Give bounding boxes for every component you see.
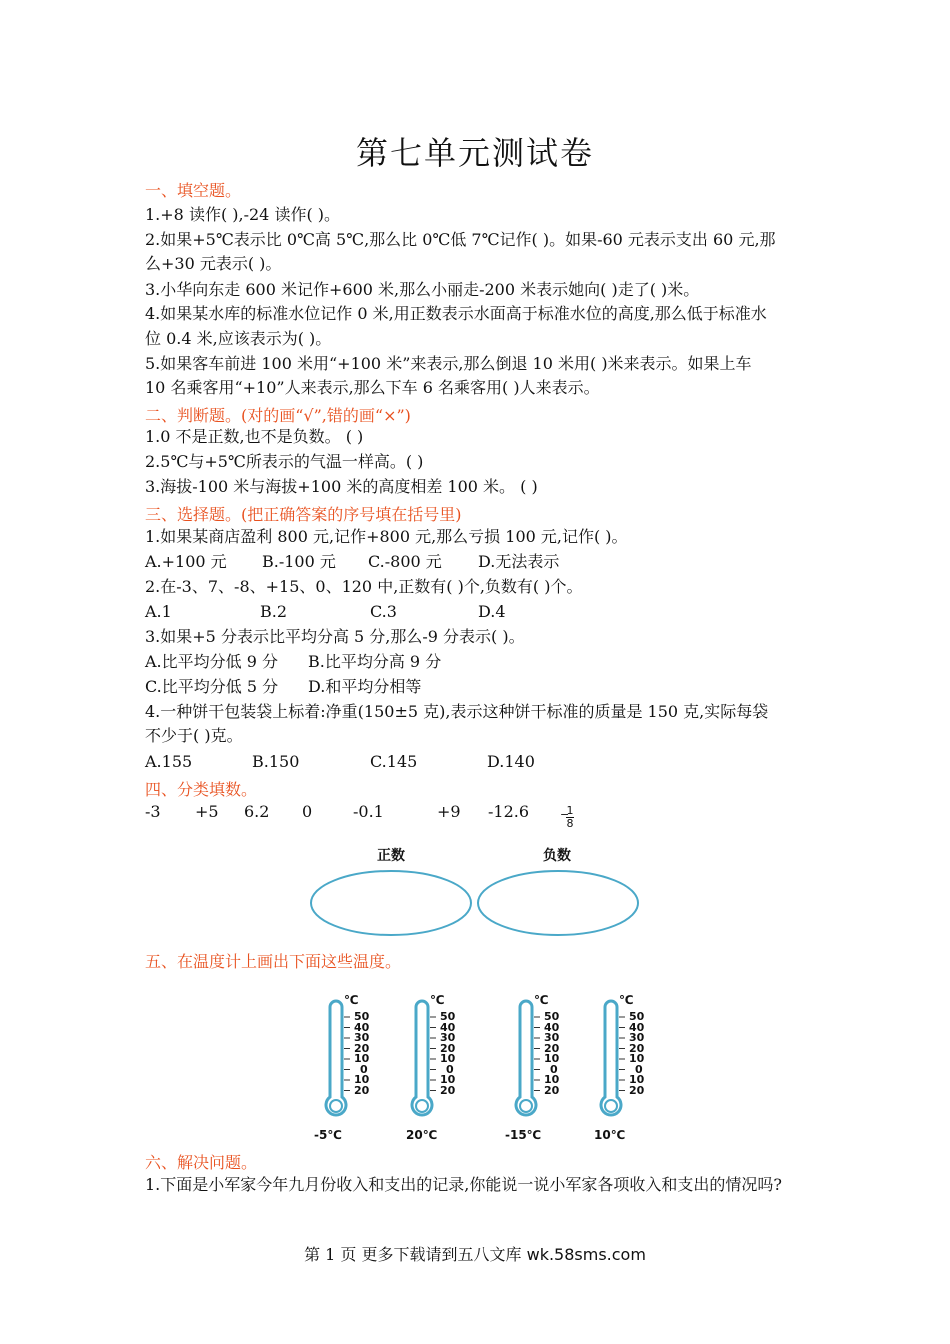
thermometer-scale-label: 20 [440, 1041, 456, 1055]
thermometer-scale-label: 20 [544, 1041, 560, 1055]
thermometer-scale-label: 20 [354, 1083, 370, 1097]
classify-number: +9 [437, 802, 461, 821]
section-classify-heading: 四、分类填数。 [145, 780, 258, 799]
section-choice-heading: 三、选择题。(把正确答案的序号填在括号里) [145, 505, 462, 524]
classify-number: +5 [195, 802, 219, 821]
thermometer-scale-label: 40 [440, 1020, 456, 1034]
classify-ovals [305, 868, 645, 938]
thermometer-scale-label: 50 [354, 1010, 370, 1023]
section-fill-heading: 一、填空题。 [145, 181, 242, 200]
section-thermometer-heading: 五、在温度计上画出下面这些温度。 [145, 952, 402, 971]
classify-number: -3 [145, 802, 161, 821]
thermometer-unit: ℃ [619, 993, 634, 1007]
fill-question-2-line-2: 么+30 元表示( )。 [145, 254, 282, 273]
choice-question-3: 3.如果+5 分表示比平均分高 5 分,那么-9 分表示( )。 [145, 627, 525, 646]
fill-question-5-line-1: 5.如果客车前进 100 米用“+100 米”来表示,那么倒退 10 米用( )米来表示。如果上车 [145, 354, 752, 373]
negative-label: 负数 [543, 848, 571, 864]
thermometer-3-temp: -15℃ [505, 1128, 542, 1142]
thermometer-scale-label: 30 [354, 1031, 370, 1044]
thermometer-scale-label: 10 [354, 1073, 370, 1086]
fraction-numerator: 1 [566, 804, 574, 817]
thermometer-1-temp: -5℃ [314, 1128, 342, 1142]
thermometer-scale-label: 30 [544, 1031, 560, 1044]
thermometer-unit: ℃ [344, 993, 359, 1007]
thermometer-unit: ℃ [534, 993, 549, 1007]
fill-question-1: 1.+8 读作( ),-24 读作( )。 [145, 205, 341, 224]
page-title: 第七单元测试卷 [355, 134, 594, 172]
thermometer-scale-label: 40 [629, 1020, 645, 1034]
classify-fraction [560, 804, 574, 830]
choice-1-option-d: D.无法表示 [478, 552, 560, 571]
choice-2-option-a: A.1 [145, 602, 172, 621]
choice-4-option-a: A.155 [145, 752, 193, 771]
choice-2-option-d: D.4 [478, 602, 506, 621]
choice-3-option-d: D.和平均分相等 [308, 677, 422, 696]
choice-4-option-c: C.145 [370, 752, 418, 771]
thermometer-scale-label: 30 [629, 1031, 645, 1044]
thermometer-scale-label: 10 [354, 1052, 370, 1065]
fill-question-3: 3.小华向东走 600 米记作+600 米,那么小丽走-200 米表示她向( )走了( )米。 [145, 280, 700, 299]
thermometer-scale-label: 20 [544, 1083, 560, 1097]
thermometer-scale-label: 50 [440, 1010, 456, 1023]
choice-1-option-c: C.-800 元 [368, 552, 442, 571]
thermometer-scale-label: 20 [440, 1083, 456, 1097]
thermometer-scale-label: 10 [544, 1073, 560, 1086]
thermometer-4-temp: 10℃ [594, 1128, 626, 1142]
choice-2-option-b: B.2 [260, 602, 288, 621]
choice-4-option-b: B.150 [252, 752, 300, 771]
thermometer-scale-label: 0 [635, 1062, 643, 1076]
thermometer-scale-label: 10 [544, 1052, 560, 1065]
choice-3-option-c: C.比平均分低 5 分 [145, 677, 279, 696]
footer-text: 第 1 页 更多下载请到五八文库 [304, 1245, 522, 1264]
thermometer-bulb [330, 1100, 342, 1112]
thermometer-scale-label: 0 [446, 1062, 454, 1076]
thermometer-bulb [520, 1100, 532, 1112]
thermometer-scale-label: 20 [629, 1041, 645, 1055]
choice-1-option-b: B.-100 元 [262, 552, 336, 571]
thermometer-scale-label: 50 [544, 1010, 560, 1023]
choice-question-4-line-1: 4.一种饼干包装袋上标着:净重(150±5 克),表示这种饼干标准的质量是 150 克,实际每袋 [145, 702, 769, 721]
thermometer-scale-label: 40 [544, 1020, 560, 1034]
thermometer-scale-label: 0 [360, 1062, 368, 1076]
choice-3-option-a: A.比平均分低 9 分 [145, 652, 278, 671]
judge-question-3: 3.海拔-100 米与海拔+100 米的高度相差 100 米。 ( ) [145, 477, 538, 496]
thermometer-outline [412, 1001, 432, 1115]
footer-site-link[interactable]: wk.58sms.com [526, 1245, 646, 1264]
choice-question-1: 1.如果某商店盈利 800 元,记作+800 元,那么亏损 100 元,记作( )。 [145, 527, 628, 546]
thermometer-scale-label: 20 [629, 1083, 645, 1097]
classify-number: -0.1 [353, 802, 384, 821]
thermometer-outline [326, 1001, 346, 1115]
thermometer-bulb [416, 1100, 428, 1112]
thermometer-scale-label: 0 [550, 1062, 558, 1076]
fraction-denominator: 8 [566, 817, 574, 830]
judge-question-2: 2.5℃与+5℃所表示的气温一样高。( ) [145, 452, 424, 471]
choice-1-option-a: A.+100 元 [145, 552, 227, 571]
classify-number: -12.6 [488, 802, 530, 821]
positive-oval[interactable] [311, 871, 471, 935]
choice-3-option-b: B.比平均分高 9 分 [308, 652, 442, 671]
thermometer-scale-label: 40 [354, 1020, 370, 1034]
fraction-sign: − [560, 808, 570, 821]
thermometer-4[interactable] [597, 993, 687, 1143]
classify-number: 6.2 [244, 802, 270, 821]
thermometer-scale-label: 10 [629, 1073, 645, 1086]
section-solve-heading: 六、解决问题。 [145, 1153, 258, 1172]
negative-oval[interactable] [478, 871, 638, 935]
thermometer-scale-label: 20 [354, 1041, 370, 1055]
thermometer-scale-label: 50 [629, 1010, 645, 1023]
choice-2-option-c: C.3 [370, 602, 397, 621]
thermometer-scale-label: 10 [629, 1052, 645, 1065]
judge-question-1: 1.0 不是正数,也不是负数。 ( ) [145, 427, 364, 446]
fill-question-5-line-2: 10 名乘客用“+10”人来表示,那么下车 6 名乘客用( )人来表示。 [145, 378, 600, 397]
thermometer-1[interactable] [322, 993, 412, 1143]
fill-question-2-line-1: 2.如果+5℃表示比 0℃高 5℃,那么比 0℃低 7℃记作( )。如果-60 元表示支出 60 元,那 [145, 230, 776, 249]
choice-4-option-d: D.140 [487, 752, 535, 771]
page-footer [0, 1242, 950, 1265]
thermometer-scale-label: 10 [440, 1073, 456, 1086]
fill-question-4-line-1: 4.如果某水库的标准水位记作 0 米,用正数表示水面高于标准水位的高度,那么低于标准水 [145, 304, 767, 323]
choice-question-4-line-2: 不少于( )克。 [145, 726, 243, 745]
thermometer-outline [516, 1001, 536, 1115]
thermometer-scale-label: 10 [440, 1052, 456, 1065]
thermometer-2[interactable] [408, 993, 498, 1143]
thermometer-outline [601, 1001, 621, 1115]
thermometer-3[interactable] [512, 993, 602, 1143]
thermometer-scale-label: 30 [440, 1031, 456, 1044]
fill-question-4-line-2: 位 0.4 米,应该表示为( )。 [145, 329, 332, 348]
solve-question-1: 1.下面是小军家今年九月份收入和支出的记录,你能说一说小军家各项收入和支出的情况吗? [145, 1175, 782, 1194]
thermometer-2-temp: 20℃ [406, 1128, 438, 1142]
choice-question-2: 2.在-3、7、-8、+15、0、120 中,正数有( )个,负数有( )个。 [145, 577, 583, 596]
classify-number: 0 [302, 802, 313, 821]
thermometer-bulb [605, 1100, 617, 1112]
positive-label: 正数 [377, 848, 405, 864]
thermometer-unit: ℃ [430, 993, 445, 1007]
section-judge-heading: 二、判断题。(对的画“√”,错的画“×”) [145, 406, 411, 425]
